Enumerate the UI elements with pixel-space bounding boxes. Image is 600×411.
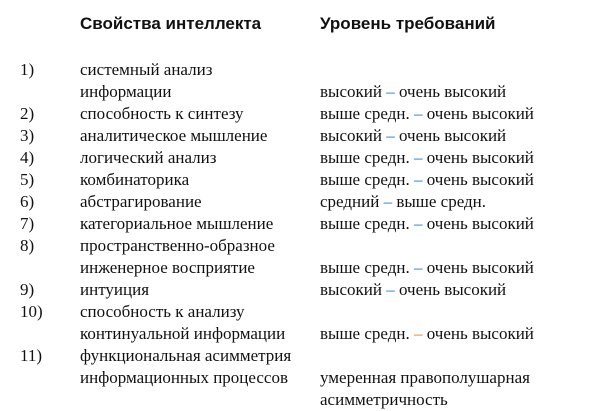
level-from: средний — [320, 192, 380, 211]
property-line: способность к анализу — [80, 302, 245, 321]
property-name — [80, 235, 316, 279]
requirement-level — [320, 103, 534, 125]
requirement-level — [320, 323, 534, 345]
level-dash: – — [413, 104, 423, 123]
level-from: выше средн. — [320, 148, 410, 167]
level-line: умеренная правополушарная — [320, 368, 530, 387]
level-to: очень высокий — [398, 280, 507, 299]
requirement-level — [320, 257, 534, 279]
level-dash: – — [386, 126, 395, 145]
level-from: высокий — [320, 126, 382, 145]
level-from: высокий — [320, 82, 382, 101]
level-to: выше средн. — [396, 192, 487, 211]
properties-column-header: Свойства интеллекта — [80, 14, 262, 33]
level-dash: – — [383, 192, 393, 211]
property-line: функциональная асимметрия — [80, 346, 292, 365]
row-number: 2) — [20, 104, 35, 123]
level-from: высокий — [320, 280, 382, 299]
level-dash: – — [413, 324, 423, 343]
level-from: выше средн. — [320, 214, 410, 233]
property-line: информации — [80, 82, 172, 101]
level-dash: – — [413, 258, 423, 277]
row-number: 7) — [20, 214, 35, 233]
property-name: аналитическое мышление — [80, 126, 268, 145]
level-line: асимметричность — [320, 390, 448, 409]
level-to: очень высокий — [426, 170, 534, 189]
row-number: 11) — [20, 346, 43, 365]
row-number: 5) — [20, 170, 35, 189]
requirement-level — [320, 367, 530, 411]
property-name: абстрагирование — [80, 192, 202, 211]
level-to: очень высокий — [426, 258, 534, 277]
row-number: 9) — [20, 280, 35, 299]
level-dash: – — [413, 170, 423, 189]
level-column-header: Уровень требований — [320, 14, 496, 33]
requirement-level — [320, 125, 506, 147]
property-name — [80, 345, 316, 389]
property-line: системный анализ — [80, 60, 213, 79]
requirement-level — [320, 213, 534, 235]
requirement-level — [320, 147, 534, 169]
level-to: очень высокий — [426, 214, 534, 233]
level-to: очень высокий — [426, 104, 534, 123]
level-dash: – — [386, 82, 395, 101]
property-name: логический анализ — [80, 148, 217, 167]
level-from: выше средн. — [320, 324, 410, 343]
property-name: интуиция — [80, 280, 150, 299]
requirement-level — [320, 81, 506, 103]
property-name — [80, 59, 316, 103]
requirement-level — [320, 191, 486, 213]
property-line: информационных процессов — [80, 368, 288, 387]
row-number: 8) — [20, 236, 35, 255]
property-line: пространственно-образное — [80, 236, 275, 255]
level-to: очень высокий — [398, 126, 507, 145]
level-to: очень высокий — [426, 324, 534, 343]
property-name — [80, 301, 316, 345]
property-line: континуальной информации — [80, 324, 286, 343]
row-number: 10) — [20, 302, 43, 321]
property-name: комбинаторика — [80, 170, 190, 189]
level-from: выше средн. — [320, 258, 410, 277]
level-dash: – — [386, 280, 395, 299]
level-dash: – — [413, 148, 423, 167]
level-from: выше средн. — [320, 170, 410, 189]
level-from: выше средн. — [320, 104, 410, 123]
row-number: 4) — [20, 148, 35, 167]
row-number: 1) — [20, 60, 35, 79]
requirement-level — [320, 169, 534, 191]
level-to: очень высокий — [426, 148, 534, 167]
level-to: очень высокий — [398, 82, 507, 101]
row-number: 6) — [20, 192, 35, 211]
level-dash: – — [413, 214, 423, 233]
property-name: способность к синтезу — [80, 104, 244, 123]
requirement-level — [320, 279, 506, 301]
row-number: 3) — [20, 126, 35, 145]
property-line: инженерное восприятие — [80, 258, 255, 277]
property-name: категориальное мышление — [80, 214, 274, 233]
